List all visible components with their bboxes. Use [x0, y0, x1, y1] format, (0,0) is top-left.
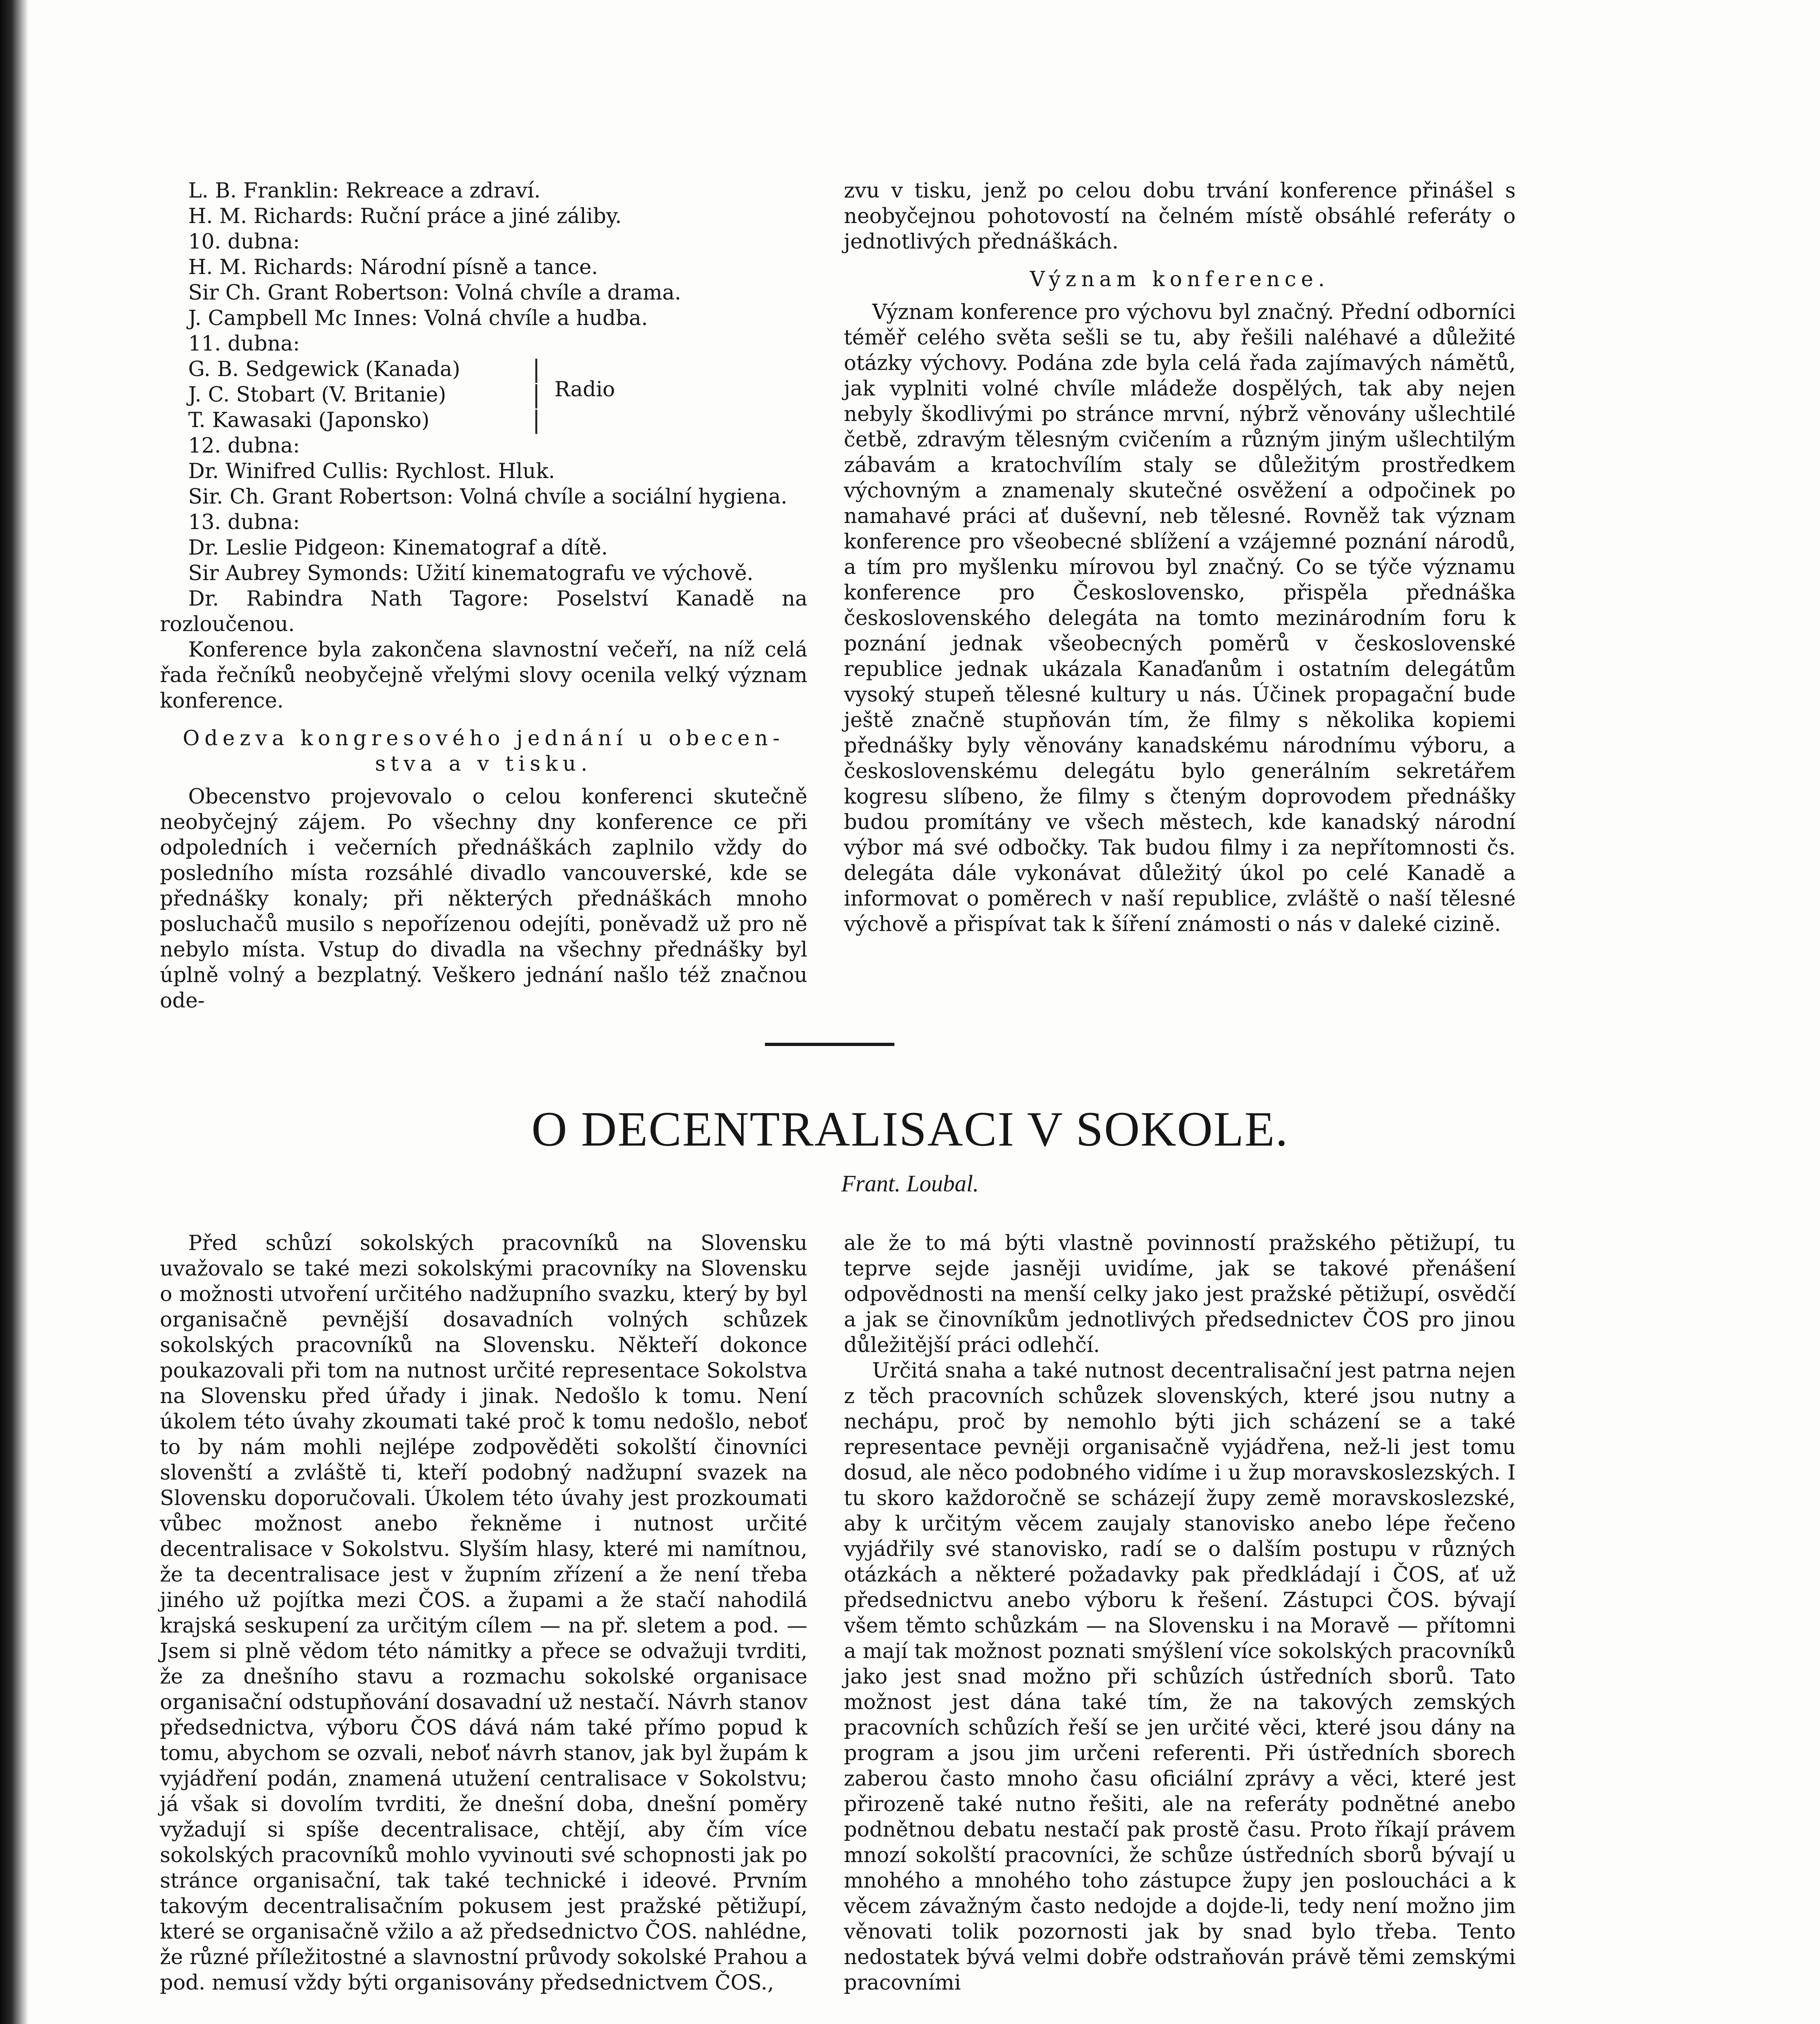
schedule-date: 10. dubna:: [188, 230, 300, 254]
schedule-line: H. M. Richards: Ruční práce a jiné záliby.: [188, 204, 622, 228]
article-author: Frant. Loubal.: [841, 1170, 979, 1197]
schedule-line: Dr. Rabindra Nath Tagore: Poselství Kanadě na rozloučenou.: [160, 587, 807, 636]
article-left-column: [160, 1231, 807, 1996]
upper-right-column: [844, 178, 1516, 937]
schedule-line: Sir Aubrey Symonds: Užití kinematografu ve výchově.: [188, 561, 754, 585]
article-paragraph: ale že to má býti vlastně povinností pražského pětižupí, tu teprve sejde jasněji uvidíme, jak se takové přenášení odpovědnosti na menší celky jako jest pražské pětižupí, osvědčí a jak se činovníkům jednotlivých předsednictev ČOS pro jinou důležitější práci odlehčí.: [844, 1231, 1516, 1357]
radio-speaker: G. B. Sedgewick (Kanada): [188, 357, 461, 381]
section-paragraph: Obecenstvo projevovalo o celou konferenci skutečně neobyčejný zájem. Po všechny dny konference ce při odpoledních i večerních přednáškách zaplnilo vždy do posledního místa rozsáhlé divadlo vancouverské, kde se přednášky konaly; při některých přednáškách mnoho posluchačů musilo s nepořízenou odejíti, poněvadž už pro ně nebylo místa. Vstup do divadla na všechny přednášky byl úplně volný a bezplatný. Veškero jednání našlo též značnou ode-: [160, 785, 807, 1013]
continuation-paragraph: zvu v tisku, jenž po celou dobu trvání konference přinášel s neobyčejnou pohotovostí na čelném místě obsáhlé referáty o jednotlivých přednáškách.: [844, 179, 1516, 254]
radio-speaker: J. C. Stobart (V. Britanie): [188, 383, 446, 407]
closing-paragraph: Konference byla zakončena slavnostní večeří, na níž celá řada řečníků neobyčejně vřelými slovy ocenila velký význam konference.: [160, 638, 807, 713]
schedule-line: L. B. Franklin: Rekreace a zdraví.: [188, 179, 541, 203]
article-paragraph: Před schůzí sokolských pracovníků na Slovensku uvažovalo se také mezi sokolskými pracovníky na Slovensku o možnosti utvoření určitého nadžupního svazku, který by byl organisačně pevnější dosavadních volných schůzek sokolských pracovníků na Slovensku. Někteří dokonce poukazovali při tom na nutnost určité representace Sokolstva na Slovensku před úřady i jinak. Nedošlo k tomu. Není úkolem této úvahy zkoumati také proč k tomu nedošlo, neboť to by nám mohli nejlépe zodpověděti sokolští činovníci slovenští a zvláště ti, kteří podobný nadžupní svazek na Slovensku doporučovali. Úkolem této úvahy jest prozkoumati vůbec možnost anebo řekněme i nutnost určité decentralisace v Sokolstvu. Slyším hlasy, které mi namítnou, že ta decentralisace jest v župním zřízení a že není třeba jiného už pojítka mezi ČOS. a župami a že stačí nahodilá krajská seskupení za určitým cílem — na př. sletem a pod. — Jsem si plně vědom této námitky a přece se odvažuji tvrditi, že za dnešního stavu a rozmachu sokolské organisace organisační odstupňování dosavadní už nestačí. Návrh stanov předsednictva, výboru ČOS dává nám také přímo popud k tomu, abychom se ozvali, neboť návrh stanov, jak byl župám k vyjádření podán, znamená utužení centralisace v Sokolstvu; já však si dovolím tvrditi, že dnešní doba, dnešní poměry vyžadují si spíše decentralisace, chtějí, aby čím více sokolských pracovníků mohlo vyvinouti své schopnosti jak po stránce organisační, tak také technické i ideové. Prvním takovým decentralisačním pokusem jest pražské pětižupí, které se organisačně vžilo a až předsednictvo ČOS. nahlédne, že různé příležitostné a slavnostní průvody sokolské Prahou a pod. nemusí vždy býti organisovány předsednictvem ČOS.,: [160, 1231, 807, 1995]
schedule-line: Dr. Winifred Cullis: Rychlost. Hluk.: [188, 459, 555, 483]
section-heading-line1: Odezva kongresového jednání u obecen-: [183, 727, 785, 750]
section-heading-vyznam: Význam konference.: [1030, 268, 1330, 291]
article-title: O DECENTRALISACI V SOKOLE.: [531, 1102, 1289, 1157]
radio-speakers-group: [160, 357, 807, 433]
schedule-date: 13. dubna:: [188, 510, 300, 534]
upper-left-column: [160, 178, 807, 1014]
brace-icon: | | |: [532, 355, 541, 434]
schedule-date: 12. dubna:: [188, 434, 300, 458]
radio-speaker: T. Kawasaki (Japonsko): [188, 408, 430, 432]
schedule-line: H. M. Richards: Národní písně a tance.: [188, 255, 598, 279]
significance-paragraph: Význam konference pro výchovu byl značný. Přední odborníci téměř celého světa sešli se tu, aby řešili naléhavé a důležité otázky výchovy. Podána zde byla celá řada zajímavých námětů, jak vyplniti volné chvíle mládeže dospělých, tak aby nejen nebyly škodlivými po stránce mrvní, nýbrž věnovány ušlechtilé četbě, zdravým tělesným cvičením a různým jiným ušlechtilým zábavám a kratochvílím staly se důležitým prostředkem výchovným a znamenaly skutečné osvěžení a odpočinek po namahavé práci ať duševní, neb tělesné. Rovněž tak význam konference pro všeobecné sblížení a vzájemné poznání národů, a tím pro myšlenku mírovou byl značný. Co se týče významu konference pro Československo, přispěla přednáška československého delegáta na tomto mezinárodním foru k poznání jednak všeobecných poměrů v československé republice jednak ukázala Kanaďanům i ostatním delegátům vysoký stupeň tělesné kultury u nás. Účinek propagační bude ještě značně stupňován tím, že filmy s několika kopiemi přednášky byly věnovány kanadskému národnímu výboru, a československému delegátu bylo generálním sekretářem kogresu slíbeno, že filmy s čteným doprovodem přednášky budou promítány ve všech městech, kde kanadský národní výbor má své odbočky. Tak budou filmy i za nepřítomnosti čs. delegáta dále vykonávat důležitý úkol po celé Kanadě a informovat o poměrech v naší republice, zvláště o naší tělesné výchově a přispívat tak k šíření známosti o nás v daleké cizině.: [844, 300, 1516, 936]
radio-label: Radio: [554, 378, 615, 402]
section-heading-line2: stva a v tisku.: [375, 752, 593, 776]
schedule-line: Sir Ch. Grant Robertson: Volná chvíle a drama.: [188, 281, 682, 305]
section-divider: [765, 1043, 894, 1046]
article-paragraph: Určitá snaha a také nutnost decentralisační jest patrna nejen z těch pracovních schůzek slovenských, které jsou nutny a nechápu, proč by nemohlo býti jich scházení se a také representace pevněji organisačně vyjádřena, než-li jest tomu dosud, ale něco podobného vidíme i u žup moravskoslezských. I tu skoro každoročně se scházejí župy země moravskoslezské, aby k určitým věcem zaujaly stanovisko anebo lépe řečeno vyjádřily své stanovisko, radí se o dalším postupu v různých otázkách a některé požadavky pak předkládají i ČOS, ať už předsednictvu anebo výboru k řešení. Zástupci ČOS. bývají všem těmto schůzkám — na Slovensku i na Moravě — přítomni a mají tak možnost poznati smýšlení více sokolských pracovníků jako jest snad možno při schůzích ústředních sborů. Tato možnost jest dána také tím, že na takových zemských pracovních schůzích řeší se jen určité věci, které jsou dány na program a jsou jim určeni referenti. Při ústředních sborech zaberou často mnoho času oficiální zprávy a věci, které jest přirozeně také nutno řešiti, ale na referáty podnětné anebo podnětnou debatu nestačí pak prostě času. Proto říkají právem mnozí sokolští pracovníci, že schůze ústředních sborů bývají u mnohého a mnohého toho zástupce župy jen posloucháci a k věcem závažným často nedojde a dojde-li, tedy není možno jim věnovati tolik pozornosti jak by snad bylo třeba. Tento nedostatek bývá velmi dobře odstraňován právě těmi zemskými pracovními: [844, 1359, 1516, 1995]
section-heading: [160, 726, 807, 777]
scan-edge-shadow: [0, 0, 28, 2024]
schedule-date: 11. dubna:: [188, 332, 300, 356]
schedule-line: Sir. Ch. Grant Robertson: Volná chvíle a sociální hygiena.: [188, 485, 788, 509]
article-right-column: [844, 1231, 1516, 1996]
schedule-line: J. Campbell Mc Innes: Volná chvíle a hudba.: [188, 306, 648, 330]
schedule-line: Dr. Leslie Pidgeon: Kinematograf a dítě.: [188, 536, 608, 560]
